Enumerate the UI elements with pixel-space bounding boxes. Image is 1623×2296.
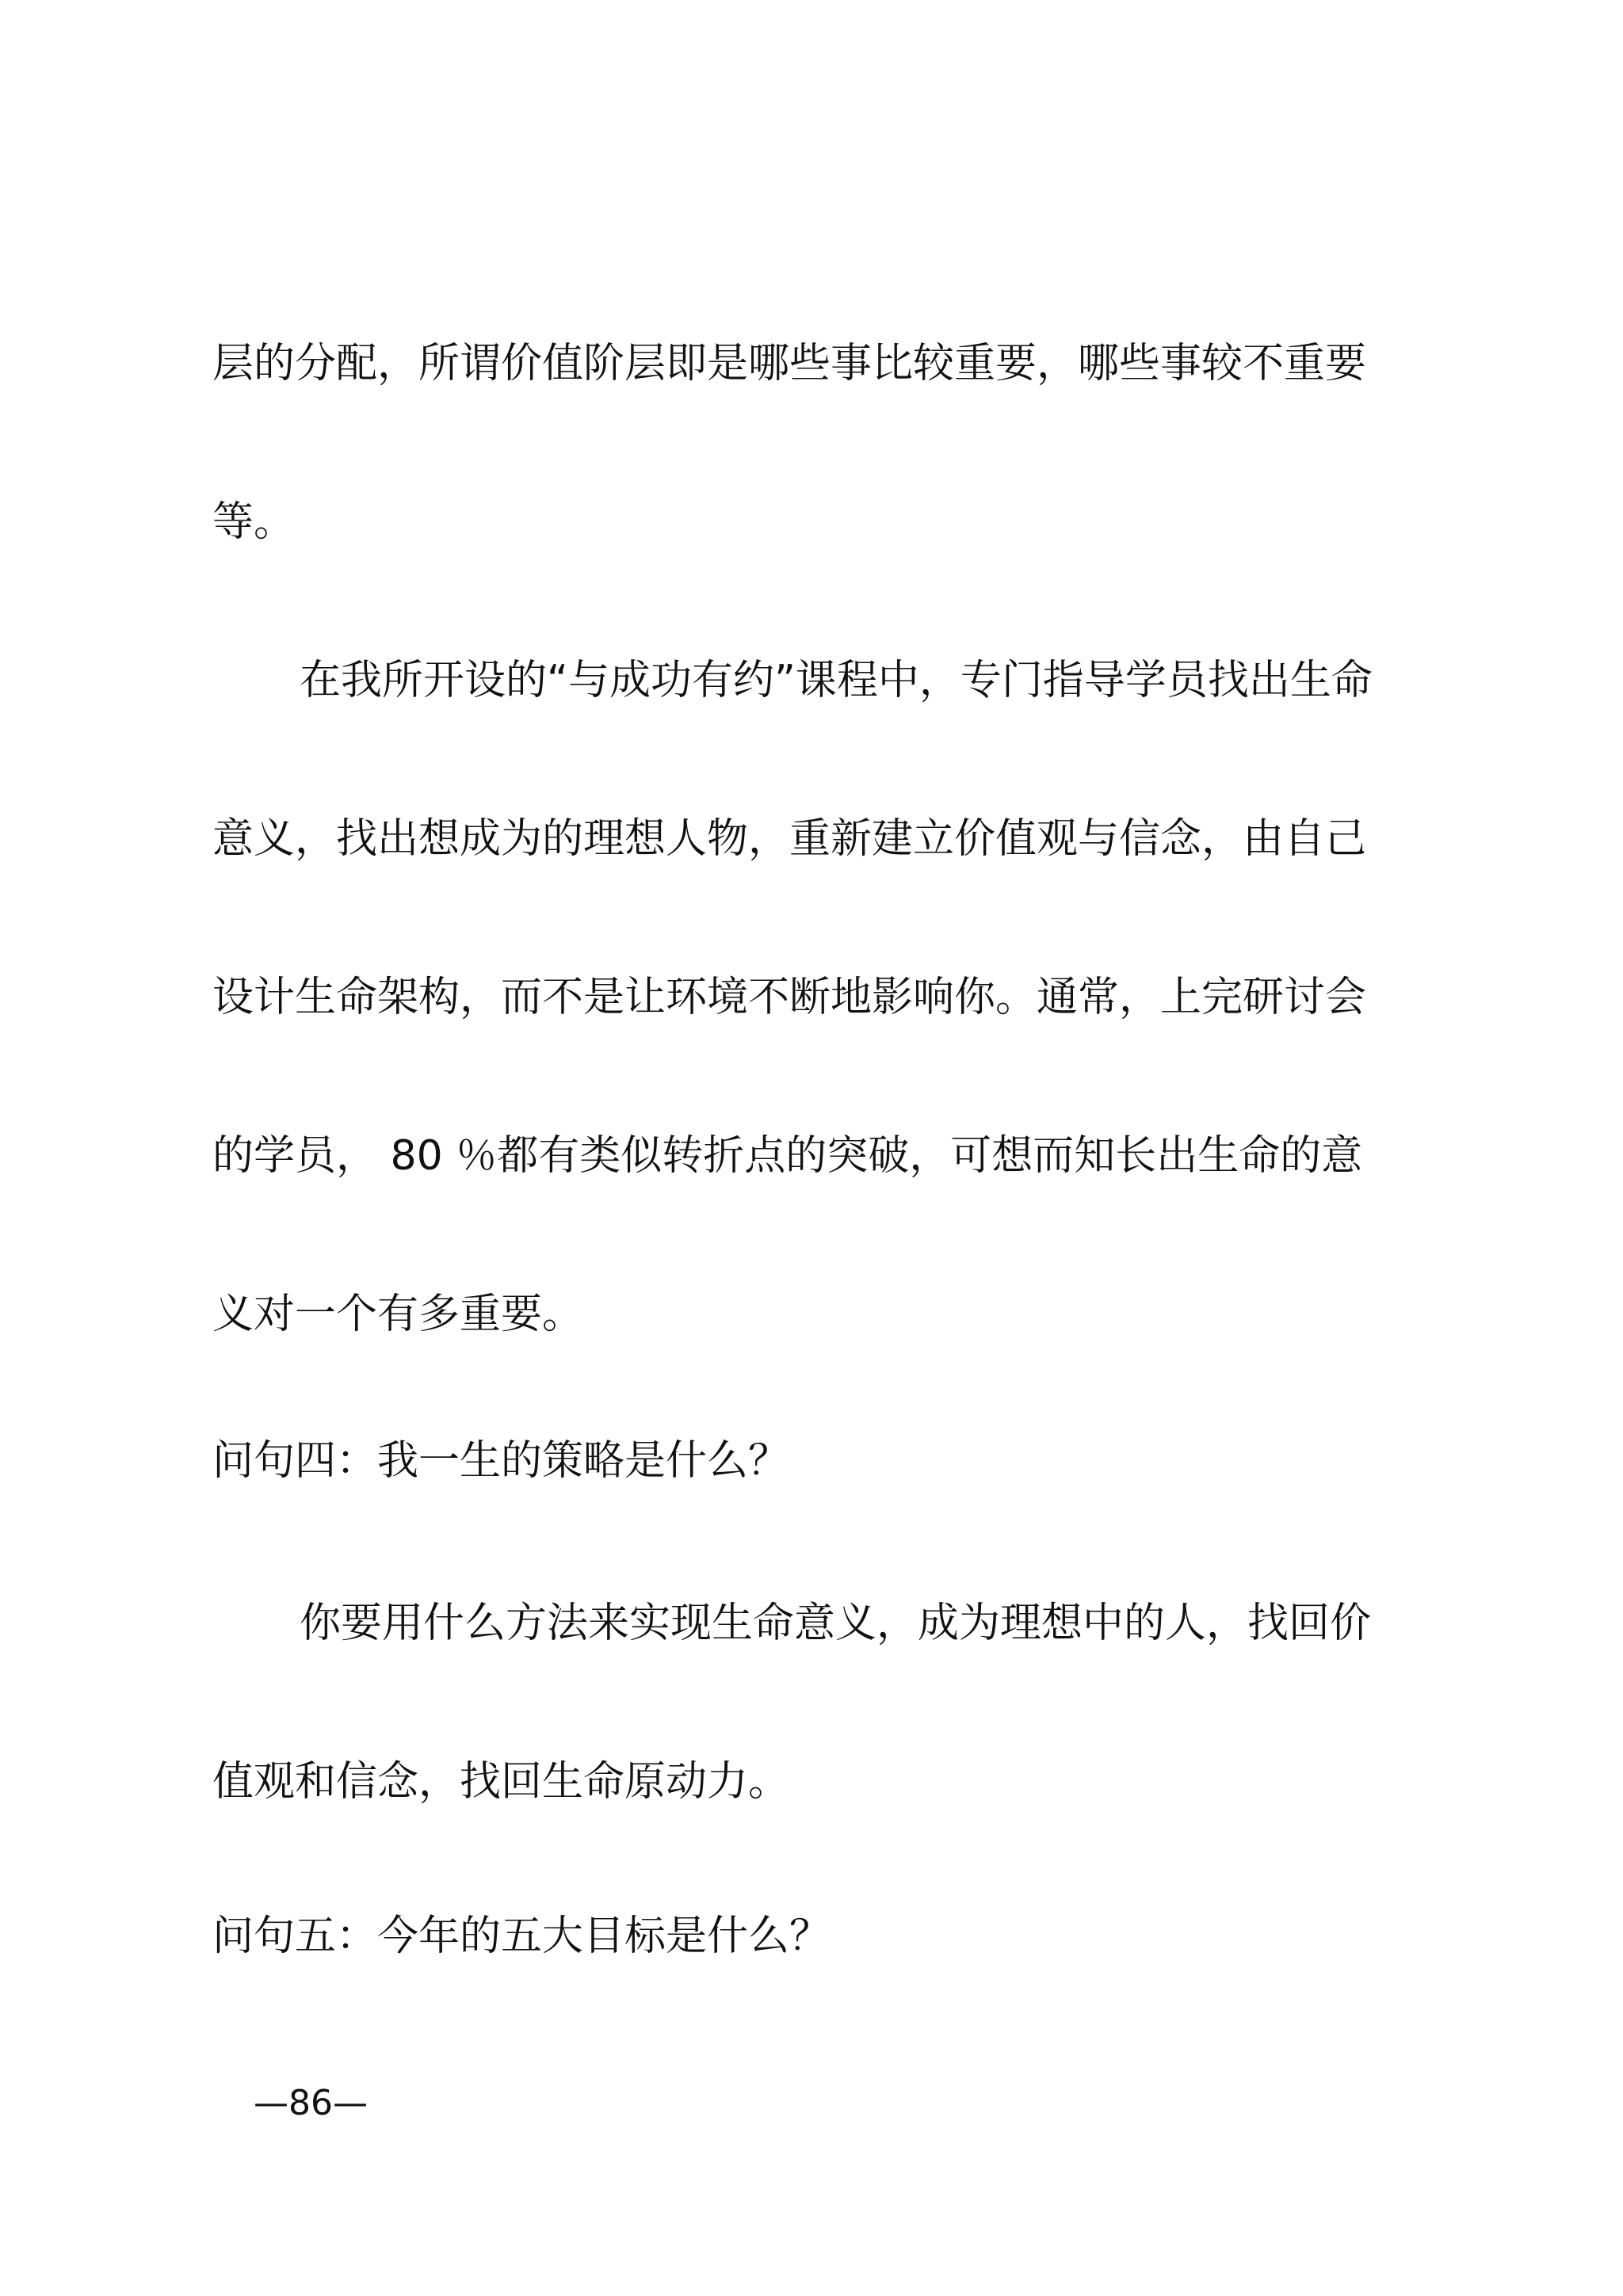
body-text-line: 层的分配，所谓价值阶层即是哪些事比较重要，哪些事较不重要 (212, 340, 1367, 387)
paragraph-start-line: 在我所开设的“与成功有约”课程中，专门指导学员找出生命 (300, 657, 1373, 704)
question-heading: 问句五：今年的五大目标是什么？ (212, 1913, 831, 1960)
question-heading: 问句四：我一生的策略是什么？ (212, 1437, 790, 1485)
body-text-line: 等。 (212, 498, 296, 546)
body-text-line: 设计生命架构，而不是让环境不断地影响你。通常，上完研讨会 (212, 974, 1367, 1021)
body-text-line: 值观和信念，找回生命原动力。 (212, 1758, 790, 1806)
paragraph-start-line: 你要用什么方法来实现生命意义，成为理想中的人，找回价 (300, 1600, 1372, 1647)
body-text-line: 意义，找出想成为的理想人物，重新建立价值观与信念，由自己 (212, 815, 1367, 863)
body-text-line: 的学员， 80 ％都有类似转折点的突破，可想而知长出生命的意 (212, 1132, 1363, 1180)
page-number: —86— (254, 2083, 368, 2123)
body-text-line: 义对一个有多重要。 (212, 1291, 584, 1338)
